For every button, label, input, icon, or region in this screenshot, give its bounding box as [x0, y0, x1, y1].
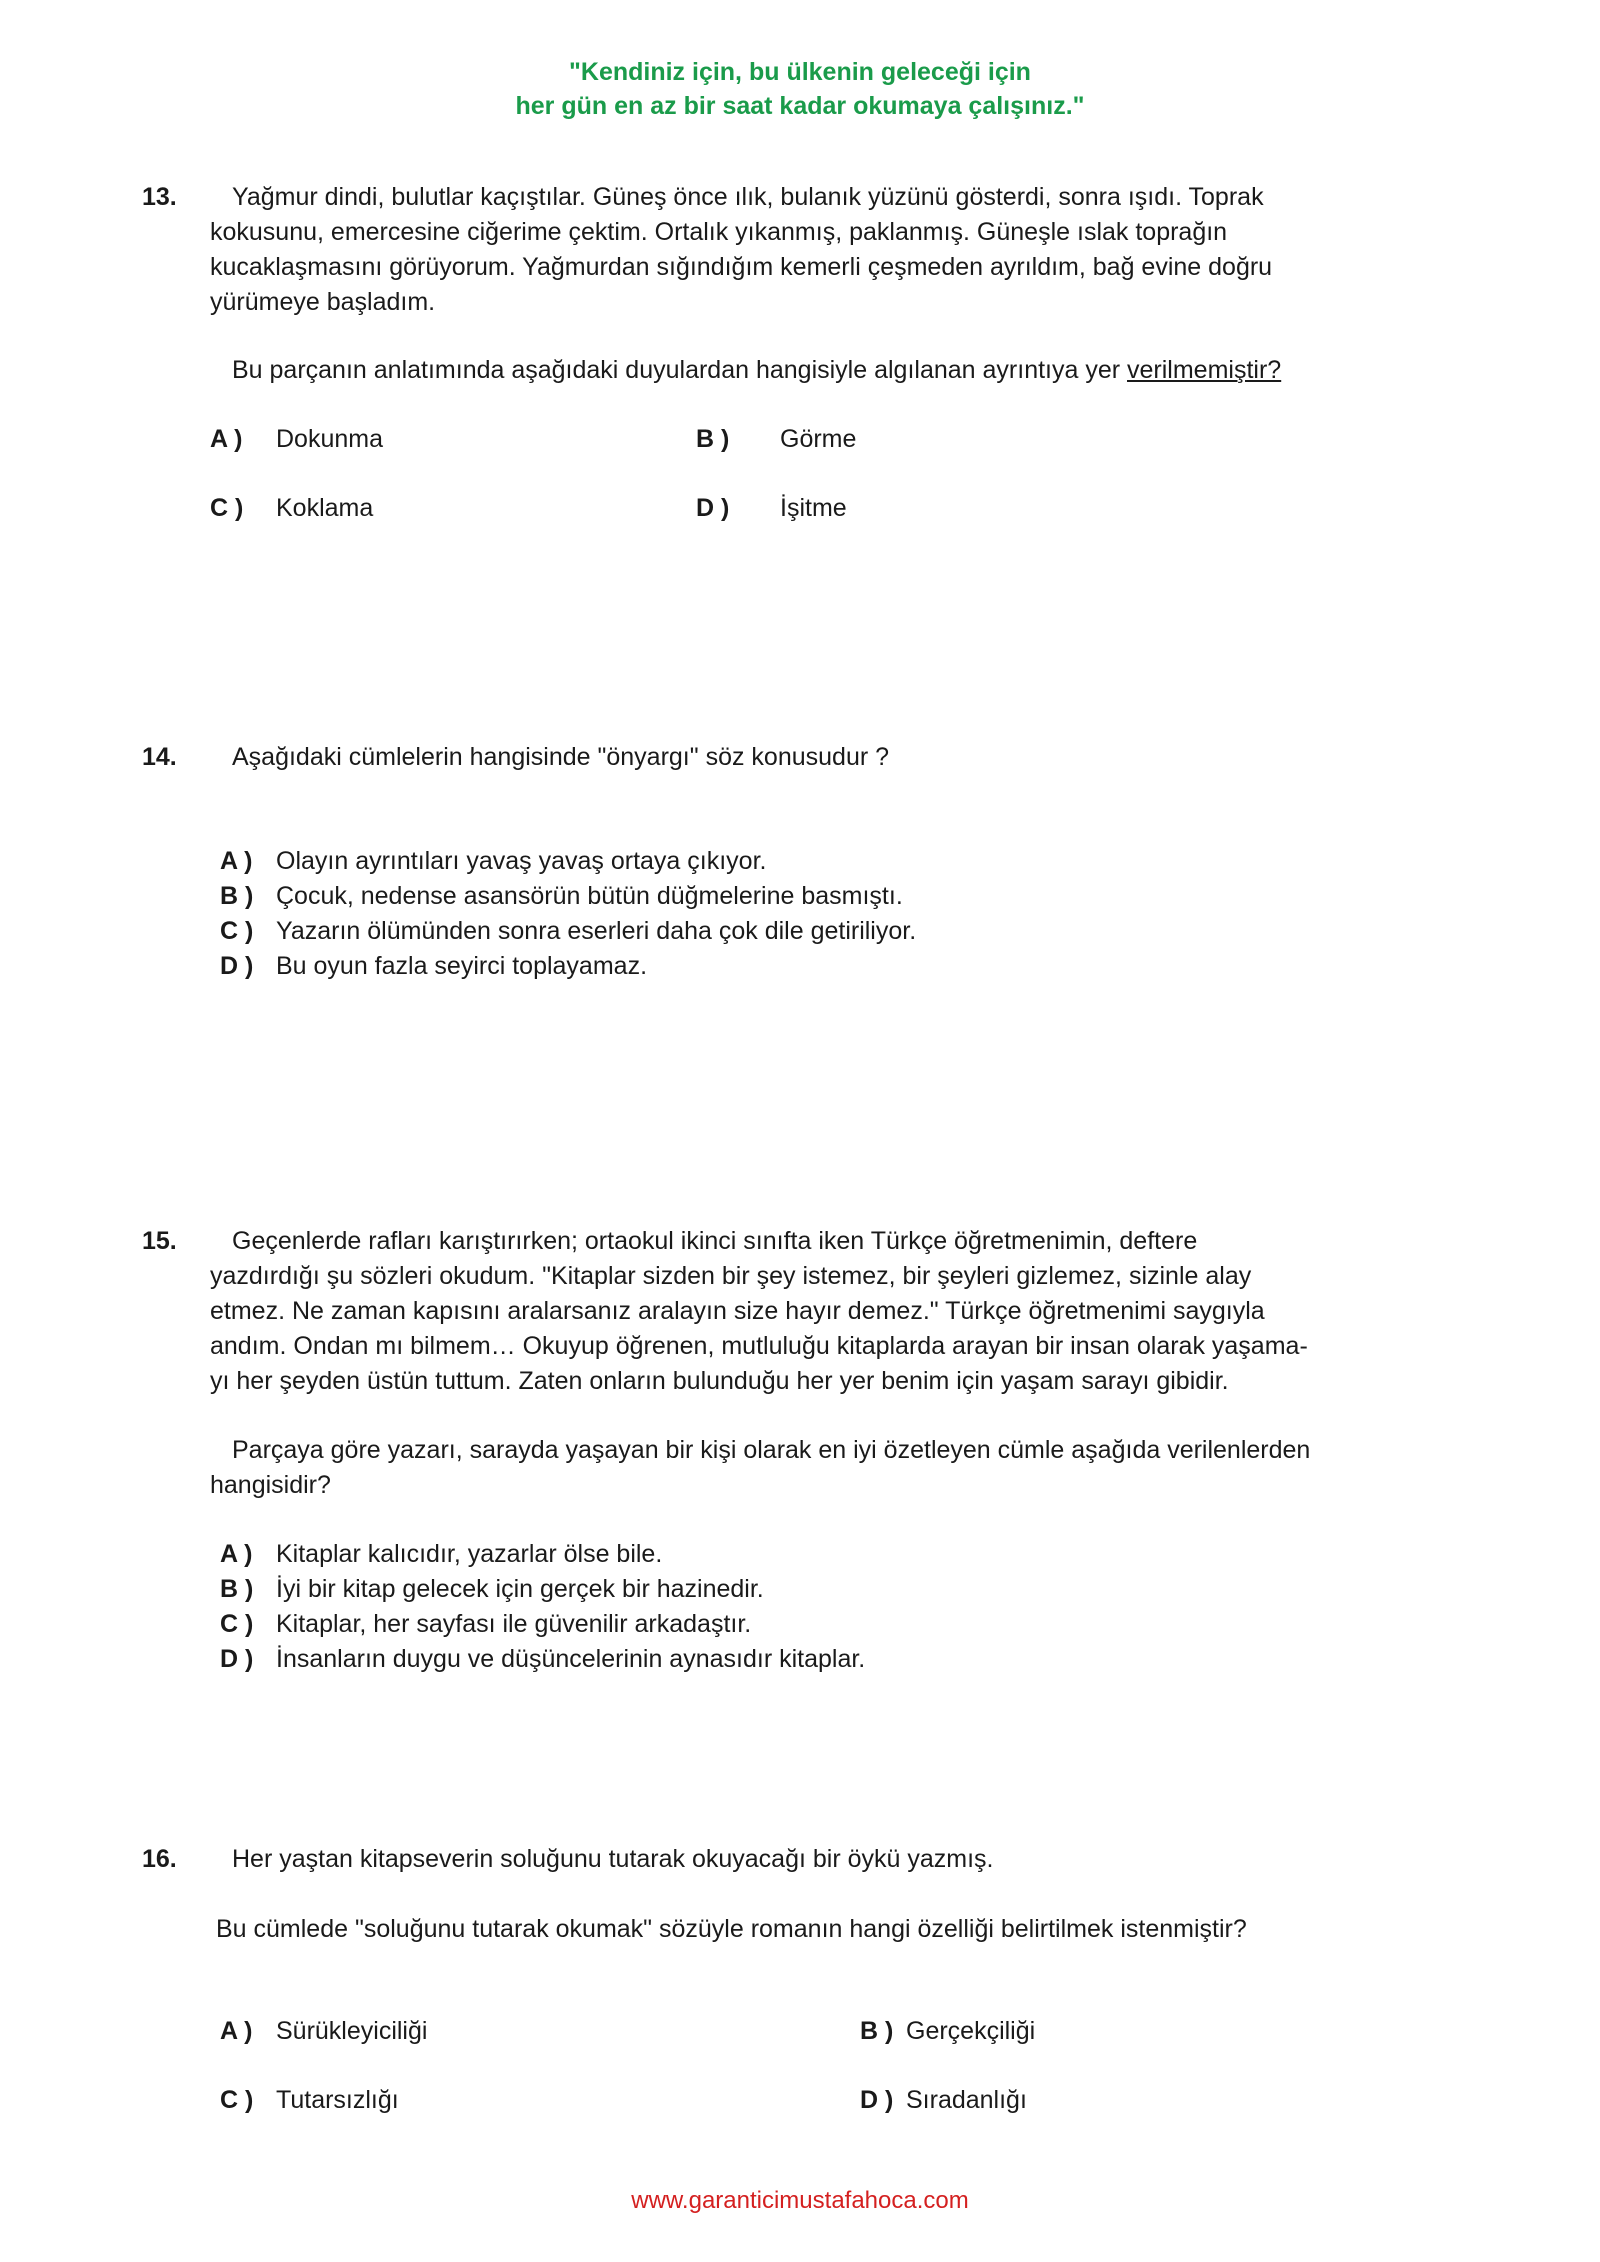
passage-line: yazdırdığı şu sözleri okudum. "Kitaplar sizden bir şey istemez, bir şeyleri gizlemez, sizinle alay: [210, 1262, 1252, 1290]
question-text: hangisidir?: [210, 1471, 331, 1499]
option-d-text[interactable]: Sıradanlığı: [906, 2086, 1027, 2114]
option-c-text[interactable]: Kitaplar, her sayfası ile güvenilir arkadaştır.: [276, 1610, 752, 1638]
option-d-text[interactable]: İşitme: [780, 494, 847, 522]
question-text-underlined: verilmemiştir?: [1127, 356, 1282, 384]
question-number: 16.: [142, 1845, 177, 1873]
option-c-letter: C ): [220, 1610, 254, 1638]
question-sentence: Her yaştan kitapseverin soluğunu tutarak okuyacağı bir öykü yazmış.: [232, 1845, 994, 1873]
option-b-letter: B ): [696, 425, 730, 453]
option-b-letter: B ): [860, 2017, 894, 2045]
option-a-text[interactable]: Olayın ayrıntıları yavaş yavaş ortaya çıkıyor.: [276, 847, 767, 875]
option-a-letter: A ): [220, 847, 253, 875]
passage-line: etmez. Ne zaman kapısını aralarsanız aralayın size hayır demez." Türkçe öğretmenimi saygıyla: [210, 1297, 1265, 1325]
option-d-letter: D ): [220, 952, 254, 980]
header-motto-line-1: "Kendiniz için, bu ülkenin geleceği için: [569, 58, 1031, 86]
option-a-letter: A ): [220, 2017, 253, 2045]
option-d-text[interactable]: İnsanların duygu ve düşüncelerinin aynasıdır kitaplar.: [276, 1645, 866, 1673]
question-text: [232, 353, 1281, 388]
passage-line: Geçenlerde rafları karıştırırken; ortaokul ikinci sınıfta iken Türkçe öğretmenimin, deftere: [232, 1227, 1198, 1255]
question-text: Parçaya göre yazarı, sarayda yaşayan bir kişi olarak en iyi özetleyen cümle aşağıda verilenlerden: [232, 1436, 1311, 1464]
passage-line: Yağmur dindi, bulutlar kaçıştılar. Güneş önce ılık, bulanık yüzünü gösterdi, sonra ışıdı. Toprak: [232, 183, 1264, 211]
option-c-text[interactable]: Koklama: [276, 494, 374, 522]
option-a-text[interactable]: Dokunma: [276, 425, 383, 453]
question-text: Bu cümlede "soluğunu tutarak okumak" sözüyle romanın hangi özelliği belirtilmek istenmiştir?: [216, 1915, 1247, 1943]
option-a-text[interactable]: Sürükleyiciliği: [276, 2017, 428, 2045]
option-c-text[interactable]: Yazarın ölümünden sonra eserleri daha çok dile getiriliyor.: [276, 917, 917, 945]
question-text: Aşağıdaki cümlelerin hangisinde "önyargı" söz konusudur ?: [232, 743, 890, 771]
option-a-text[interactable]: Kitaplar kalıcıdır, yazarlar ölse bile.: [276, 1540, 663, 1568]
passage-line: yürümeye başladım.: [210, 288, 436, 316]
option-d-letter: D ): [696, 494, 730, 522]
option-a-letter: A ): [220, 1540, 253, 1568]
question-number: 13.: [142, 183, 177, 211]
option-c-letter: C ): [220, 2086, 254, 2114]
option-b-text[interactable]: Görme: [780, 425, 857, 453]
option-b-letter: B ): [220, 1575, 254, 1603]
option-d-letter: D ): [220, 1645, 254, 1673]
option-d-text[interactable]: Bu oyun fazla seyirci toplayamaz.: [276, 952, 648, 980]
option-b-text[interactable]: Çocuk, nedense asansörün bütün düğmelerine basmıştı.: [276, 882, 903, 910]
option-d-letter: D ): [860, 2086, 894, 2114]
passage-line: andım. Ondan mı bilmem… Okuyup öğrenen, mutluluğu kitaplarda arayan bir insan olarak yaşama-: [210, 1332, 1308, 1360]
option-c-letter: C ): [210, 494, 244, 522]
footer-website-link[interactable]: www.garanticimustafahoca.com: [631, 2187, 969, 2214]
option-c-text[interactable]: Tutarsızlığı: [276, 2086, 399, 2114]
question-text-start: Bu parçanın anlatımında aşağıdaki duyulardan hangisiyle algılanan ayrıntıya yer: [232, 356, 1128, 384]
passage-line: kucaklaşmasını görüyorum. Yağmurdan sığındığım kemerli çeşmeden ayrıldım, bağ evine doğru: [210, 253, 1273, 281]
question-number: 14.: [142, 743, 177, 771]
passage-line: kokusunu, emercesine ciğerime çektim. Ortalık yıkanmış, paklanmış. Güneşle ıslak toprağın: [210, 218, 1228, 246]
option-a-letter: A ): [210, 425, 243, 453]
passage-line: yı her şeyden üstün tuttum. Zaten onların bulunduğu her yer benim için yaşam sarayı gibidir.: [210, 1367, 1229, 1395]
option-c-letter: C ): [220, 917, 254, 945]
option-b-text[interactable]: İyi bir kitap gelecek için gerçek bir hazinedir.: [276, 1575, 764, 1603]
option-b-letter: B ): [220, 882, 254, 910]
option-b-text[interactable]: Gerçekçiliği: [906, 2017, 1036, 2045]
question-number: 15.: [142, 1227, 177, 1255]
header-motto-line-2: her gün en az bir saat kadar okumaya çalışınız.": [515, 92, 1085, 120]
